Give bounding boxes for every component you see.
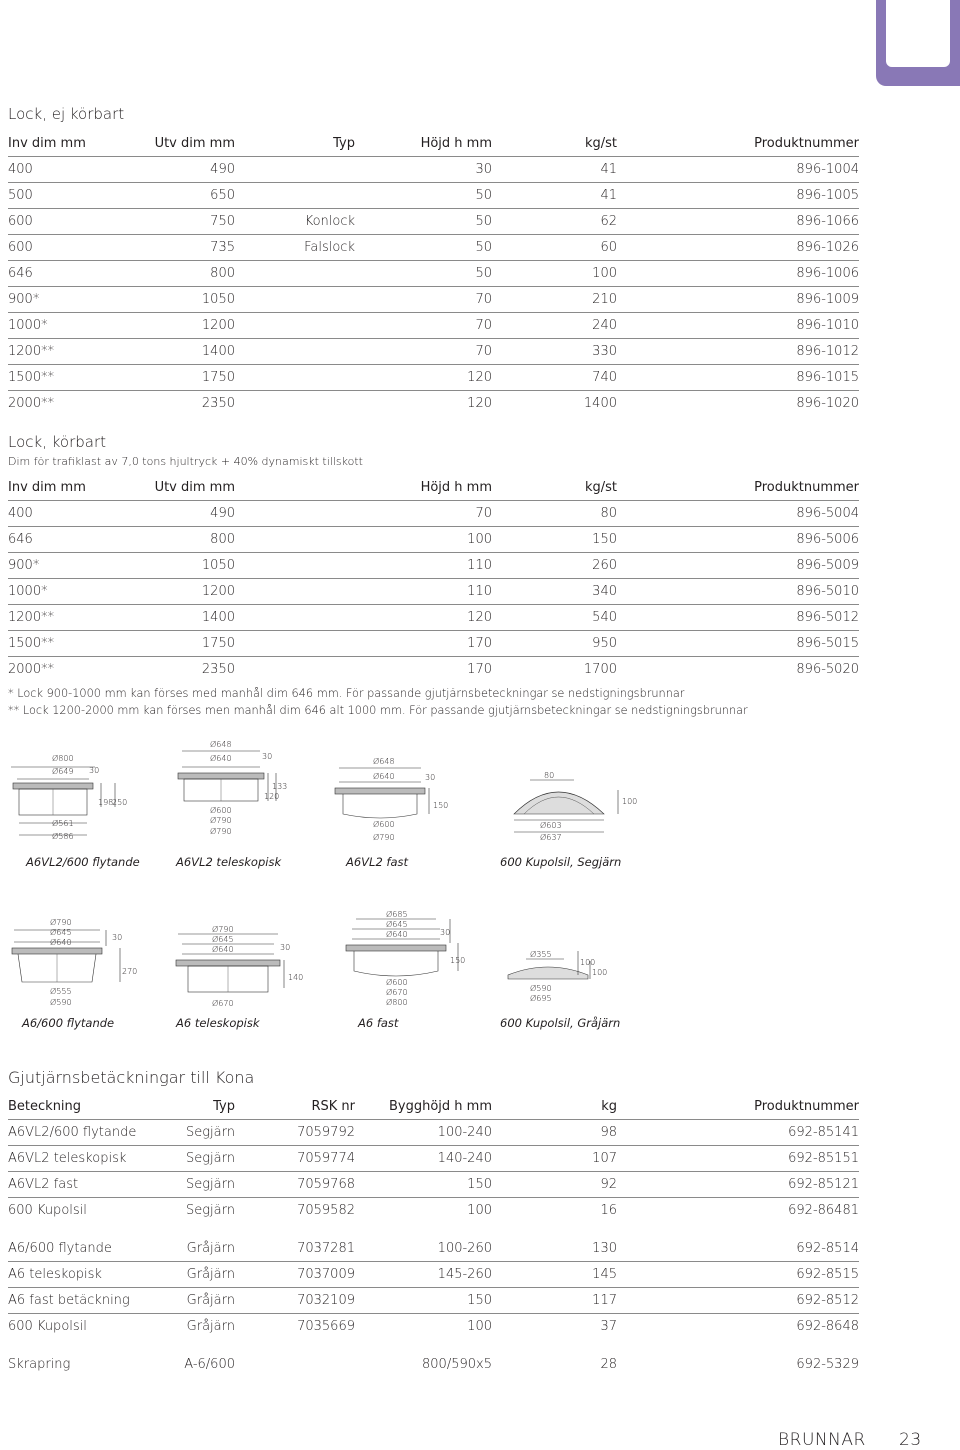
table-cell: 50 [355,209,492,235]
caption-600-kupolsil-grajarn: 600 Kupolsil, Gråjärn [500,1016,621,1030]
table-cell: 896-1010 [617,313,859,339]
table-cell: A6 fast betäckning [8,1288,168,1314]
table-cell: 896-5015 [617,631,859,657]
table-cell: 100 [492,261,617,287]
table-row [8,553,859,579]
table-cell [235,287,355,313]
table-cell: A6VL2/600 flytande [8,1125,137,1140]
column-header: kg/st [492,131,617,157]
table-cell: 600 [8,209,138,235]
table-cell: 1400 [492,391,617,417]
table-cell: 120 [355,365,492,391]
drawing-label: 30 [440,928,451,937]
drawing-label: Ø640 [386,930,408,939]
caption-a6vl2-teleskopisk: A6VL2 teleskopisk [176,855,282,869]
footer-section: BRUNNAR [778,1430,866,1450]
footnote-1: * Lock 900-1000 mm kan förses med manhål dim 646 mm. För passande gjutjärnsbeteckningar se nedstigningsbrunnar [8,687,685,700]
table-cell: 1050 [138,287,235,313]
table-cell: 600 [8,235,138,261]
table-cell: 1200** [8,605,138,631]
drawing-label: Ø600 [386,978,408,987]
table-cell: 60 [492,235,617,261]
table-row [8,339,859,365]
table-lock-korbart [8,475,859,682]
table-cell: 692-8648 [617,1314,859,1340]
drawing-label: Ø648 [210,740,232,749]
table-cell: 240 [492,313,617,339]
column-header: kg [492,1094,617,1120]
caption-a6-teleskopisk: A6 teleskopisk [176,1016,260,1030]
table-cell: 150 [355,1172,492,1198]
column-header: kg/st [492,475,617,501]
section-subtitle: Dim för trafiklast av 7,0 tons hjultryck + 40% dynamiskt tillskott [8,455,363,468]
column-header: Utv dim mm [138,475,235,501]
table-row [8,391,859,417]
table-cell: 50 [355,183,492,209]
column-header: Inv dim mm [8,475,138,501]
drawing-label: Ø800 [52,754,74,763]
drawing-label: 30 [89,766,100,775]
column-header: Höjd h mm [355,475,492,501]
column-header: Höjd h mm [355,131,492,157]
table-row [8,261,859,287]
table-cell [235,261,355,287]
column-header: Typ [235,131,355,157]
drawing-label: Ø695 [530,994,552,1003]
drawing-label: 80 [544,771,555,780]
table-cell: 80 [600,506,617,521]
table-cell: 37 [492,1314,617,1340]
drawing-label: Ø586 [52,832,74,841]
table-cell: 896-1026 [617,235,859,261]
column-header: Produktnummer [617,475,859,501]
table-cell: 1500** [8,365,138,391]
table-row [8,579,859,605]
table-cell: Segjärn [186,1125,235,1140]
table-row [8,1288,859,1314]
table-cell: 70 [475,506,492,521]
table-cell: Skrapring [8,1357,71,1372]
table-cell: 1750 [138,631,235,657]
table-cell [235,1352,355,1377]
table-row [8,1172,859,1198]
table-row [8,1236,859,1262]
table-cell: A6/600 flytande [8,1241,112,1256]
table-cell: 490 [210,162,235,177]
table-cell: 646 [8,527,138,553]
table-cell: Gråjärn [168,1262,235,1288]
table-cell: 692-85141 [788,1125,859,1140]
table-cell: 7059792 [297,1125,355,1140]
column-header: Typ [168,1094,235,1120]
drawing-label: 120 [264,792,280,801]
table-lock-ej-korbart [8,131,859,416]
table-cell [235,605,355,631]
drawing-a6-600-flytande [8,910,138,1010]
drawing-label: Ø649 [52,767,74,776]
table-cell: 900* [8,287,138,313]
table-cell [235,553,355,579]
drawing-a6-fast [340,905,480,1010]
table-cell: 92 [492,1172,617,1198]
drawing-label: Ø800 [386,998,408,1007]
table-cell [235,339,355,365]
table-cell: 896-5010 [617,579,859,605]
table-row [8,1120,859,1146]
drawing-label: Ø561 [52,819,74,828]
drawing-a6vl2-fast [325,750,455,845]
section-title-lock-korbart: Lock, körbart [8,433,106,451]
table-cell: 500 [8,183,138,209]
table-cell: 540 [492,605,617,631]
table-gjutjarnsbetackningar [8,1094,859,1377]
table-row [8,157,859,183]
drawing-600-kupolsil-segjarn [500,760,640,845]
group-spacer [8,1339,859,1352]
table-cell: A6VL2 fast [8,1172,168,1198]
table-cell: 1200 [138,579,235,605]
caption-a6vl2-fast: A6VL2 fast [346,855,409,869]
table-row [8,1198,859,1224]
table-cell: 1000* [8,313,138,339]
table-row [8,605,859,631]
table-cell: 170 [355,631,492,657]
drawing-label: 150 [433,801,449,810]
table-cell: 1200 [138,313,235,339]
drawing-a6-teleskopisk [170,920,310,1010]
table-cell: 30 [475,162,492,177]
column-header: Inv dim mm [8,131,138,157]
caption-a6-fast: A6 fast [358,1016,399,1030]
table-cell: 120 [355,605,492,631]
footer-page-number: 23 [899,1430,922,1450]
drawing-label: Ø670 [212,999,234,1008]
table-cell: 100-260 [437,1241,492,1256]
drawing-label: Ø555 [50,987,72,996]
table-cell: 692-86481 [617,1198,859,1224]
drawing-label: 30 [262,752,273,761]
table-cell: 896-1004 [796,162,859,177]
table-row [8,631,859,657]
table-cell: 692-85151 [617,1146,859,1172]
table-cell: Gråjärn [168,1314,235,1340]
table-cell: 41 [600,162,617,177]
table-cell: 50 [355,235,492,261]
drawing-label: Ø640 [210,754,232,763]
table-cell: 896-5006 [617,527,859,553]
drawing-label: Ø640 [212,945,234,954]
table-cell: 1000* [8,579,138,605]
drawing-label: 198 [98,798,114,807]
table-cell: 330 [492,339,617,365]
table-cell: 41 [492,183,617,209]
drawing-label: Ø645 [386,920,408,929]
drawing-label: 100 [622,797,638,806]
table-cell: 735 [138,235,235,261]
table-cell: 7037281 [297,1241,355,1256]
table-cell [235,631,355,657]
table-cell: 1050 [138,553,235,579]
table-cell: Konlock [235,209,355,235]
table-cell: 646 [8,261,138,287]
table-cell: 7059774 [235,1146,355,1172]
drawing-label: Ø590 [50,998,72,1007]
drawing-label: Ø637 [540,833,562,842]
table-cell: 130 [592,1241,617,1256]
drawing-label: Ø790 [210,816,232,825]
table-row [8,365,859,391]
table-cell: 800/590x5 [422,1357,492,1372]
table-cell: 7059582 [235,1198,355,1224]
table-cell: 98 [600,1125,617,1140]
drawing-label: 30 [112,933,123,942]
table-cell: 400 [8,506,33,521]
table-cell: 107 [492,1146,617,1172]
drawing-label: Ø600 [210,806,232,815]
table-cell [235,657,355,683]
table-cell: 896-5009 [617,553,859,579]
table-cell: 28 [600,1357,617,1372]
table-cell: 16 [492,1198,617,1224]
section-title-gjutjarnsbetackningar: Gjutjärnsbetäckningar till Kona [8,1068,255,1087]
table-cell: A6 teleskopisk [8,1262,168,1288]
drawing-label: Ø790 [373,833,395,842]
drawing-label: Ø590 [530,984,552,993]
table-cell: 110 [355,553,492,579]
drawing-label: 250 [112,798,128,807]
drawing-label: Ø790 [210,827,232,836]
table-cell: 70 [355,313,492,339]
drawing-label: 100 [592,968,608,977]
table-cell: 900* [8,553,138,579]
table-header-row [8,131,859,157]
table-cell: Segjärn [168,1172,235,1198]
corner-tab-inner [886,0,950,67]
table-cell: 7035669 [235,1314,355,1340]
table-cell: A6VL2 teleskopisk [8,1146,168,1172]
caption-a6vl2-600-flytande: A6VL2/600 flytande [26,855,140,869]
table-cell: 1500** [8,631,138,657]
table-cell: 62 [492,209,617,235]
table-row [8,657,859,683]
table-cell: 100-240 [437,1125,492,1140]
section-title-lock-ej-korbart: Lock, ej körbart [8,105,125,123]
drawing-label: Ø645 [50,928,72,937]
table-cell: 692-8512 [617,1288,859,1314]
table-cell: 896-1066 [617,209,859,235]
table-cell: 145 [492,1262,617,1288]
drawing-600-kupolsil-grajarn [500,945,610,1005]
table-cell: 7032109 [235,1288,355,1314]
column-header: RSK nr [235,1094,355,1120]
table-cell: 1400 [138,605,235,631]
drawing-label: 133 [272,782,288,791]
table-row [8,235,859,261]
table-cell: 120 [355,391,492,417]
drawing-label: Ø640 [50,938,72,947]
table-cell: 170 [355,657,492,683]
table-cell: 145-260 [355,1262,492,1288]
table-row [8,1262,859,1288]
table-cell: 70 [355,339,492,365]
table-cell: Segjärn [168,1198,235,1224]
table-cell: 2000** [8,391,138,417]
table-cell [235,391,355,417]
table-cell: 692-5329 [796,1357,859,1372]
drawing-a6vl2-teleskopisk [172,737,292,842]
table-cell: 2350 [138,657,235,683]
table-cell: 800 [138,527,235,553]
table-cell [235,313,355,339]
table-cell: 896-1006 [617,261,859,287]
table-cell: 650 [138,183,235,209]
table-cell: 692-8515 [617,1262,859,1288]
table-cell: 896-5004 [796,506,859,521]
table-row [8,209,859,235]
table-cell: Falslock [235,235,355,261]
table-cell: 896-1020 [617,391,859,417]
table-cell: 950 [492,631,617,657]
table-cell: 7037009 [235,1262,355,1288]
table-cell [235,501,355,527]
table-cell: 260 [492,553,617,579]
column-header: Utv dim mm [138,131,235,157]
table-header-row [8,1094,859,1120]
table-cell: A-6/600 [184,1357,235,1372]
table-cell: 2000** [8,657,138,683]
table-cell: Segjärn [168,1146,235,1172]
table-cell: 117 [492,1288,617,1314]
table-cell: 140-240 [355,1146,492,1172]
table-cell [235,157,355,183]
table-row [8,1314,859,1340]
table-cell: 1700 [492,657,617,683]
table-cell [235,579,355,605]
table-row [8,183,859,209]
table-cell: 110 [355,579,492,605]
caption-600-kupolsil-segjarn: 600 Kupolsil, Segjärn [500,855,622,869]
table-cell: 150 [492,527,617,553]
drawing-label: Ø603 [540,821,562,830]
drawing-label: Ø790 [212,925,234,934]
caption-a6-600-flytande: A6/600 flytande [22,1016,115,1030]
group-spacer [8,1223,859,1236]
table-cell: 100 [355,1314,492,1340]
table-cell: 340 [492,579,617,605]
drawing-label: 100 [580,958,596,967]
table-cell: 750 [138,209,235,235]
table-cell: 600 Kupolsil [8,1314,168,1340]
table-cell: Gråjärn [186,1241,235,1256]
table-row [8,501,859,527]
table-row [8,1146,859,1172]
column-header: Beteckning [8,1094,168,1120]
table-cell [235,365,355,391]
table-cell: 2350 [138,391,235,417]
table-cell: 70 [355,287,492,313]
drawing-label: Ø670 [386,988,408,997]
table-row [8,287,859,313]
table-cell [235,183,355,209]
column-header: Bygghöjd h mm [355,1094,492,1120]
drawing-a6vl2-600-flytande [5,745,135,845]
table-cell: 896-1015 [617,365,859,391]
drawing-label: 30 [425,773,436,782]
table-cell: 692-85121 [617,1172,859,1198]
table-cell: 1750 [138,365,235,391]
table-cell: 600 Kupolsil [8,1198,168,1224]
drawing-label: Ø600 [373,820,395,829]
table-row [8,527,859,553]
table-cell: 490 [210,506,235,521]
drawing-label: 140 [288,973,304,982]
table-cell: 7059768 [235,1172,355,1198]
table-cell: 896-1009 [617,287,859,313]
drawing-label: Ø790 [50,918,72,927]
drawing-label: Ø640 [373,772,395,781]
table-cell: 740 [492,365,617,391]
drawing-label: 270 [122,967,138,976]
footnote-2: ** Lock 1200-2000 mm kan förses men manhål dim 646 alt 1000 mm. För passande gjutjärnsbeteckningar se nedstigningsbrunnar [8,704,748,717]
drawing-label: 150 [450,956,466,965]
table-row [8,313,859,339]
table-cell: 896-1012 [617,339,859,365]
table-cell: 1400 [138,339,235,365]
table-cell: 100 [355,1198,492,1224]
table-cell: 150 [355,1288,492,1314]
table-cell: 896-5020 [617,657,859,683]
table-header-row [8,475,859,501]
table-cell: 896-5012 [617,605,859,631]
drawing-label: Ø648 [373,757,395,766]
column-header: Produktnummer [617,131,859,157]
drawing-label: Ø355 [530,950,552,959]
table-cell: 50 [355,261,492,287]
table-cell: 210 [492,287,617,313]
drawing-label: Ø685 [386,910,408,919]
table-cell: 896-1005 [617,183,859,209]
column-header: Produktnummer [617,1094,859,1120]
drawing-label: 30 [280,943,291,952]
table-cell: 400 [8,162,33,177]
column-header [235,475,355,501]
table-cell [235,527,355,553]
table-cell: 1200** [8,339,138,365]
table-cell: 692-8514 [796,1241,859,1256]
table-cell: Gråjärn [168,1288,235,1314]
table-row [8,1352,859,1377]
drawing-label: Ø645 [212,935,234,944]
table-cell: 100 [355,527,492,553]
table-cell: 800 [138,261,235,287]
